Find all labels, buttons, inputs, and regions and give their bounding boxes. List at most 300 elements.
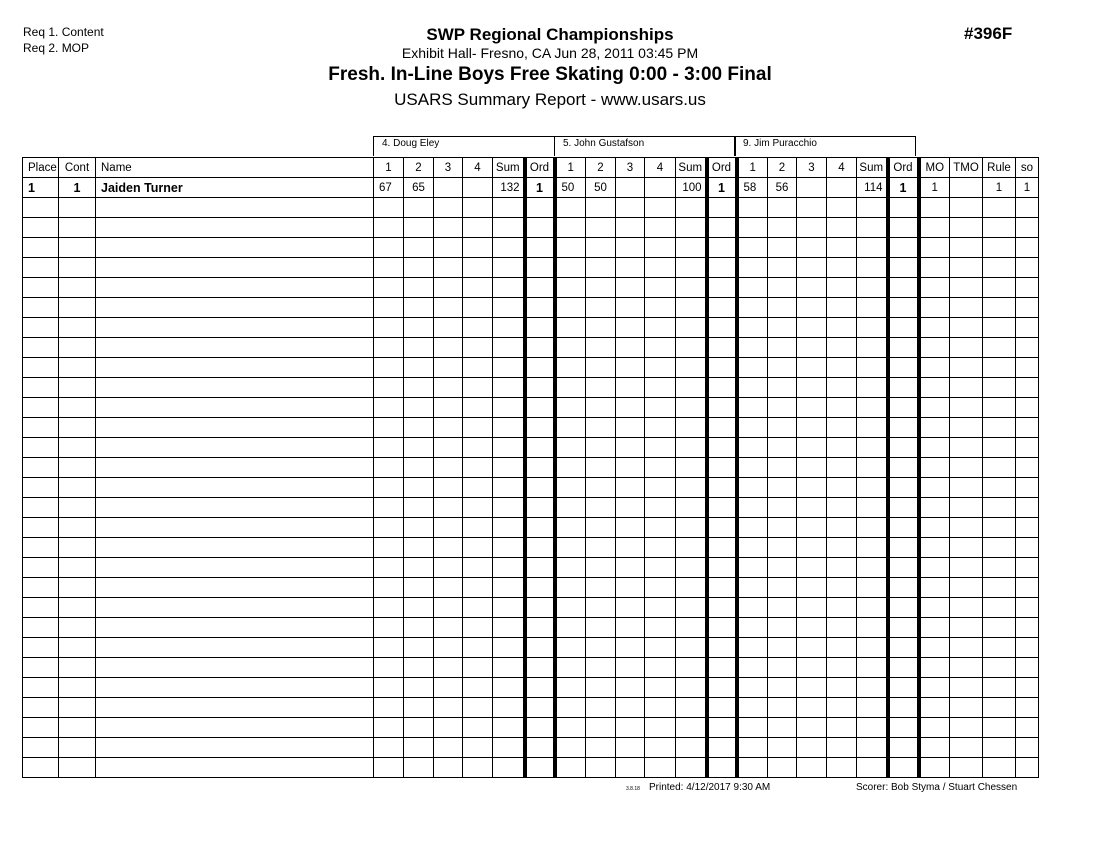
place-cell [23,258,59,278]
mo-cell [919,738,950,758]
mo-cell [919,718,950,738]
judge-3-sum-cell [857,698,888,718]
judge-1-header: 4. Doug Eley [373,136,555,156]
rule-cell [983,678,1016,698]
mo-cell [919,418,950,438]
cont-cell [59,678,96,698]
judge-3-ord-cell [888,338,919,358]
judge-1-score-1-cell [374,438,404,458]
place-cell [23,758,59,778]
judge-1-ord-cell [525,758,555,778]
judge-2-ord-cell [707,738,737,758]
table-row [23,678,1039,698]
judge-1-score-1-cell [374,318,404,338]
judge-2-sum-cell [676,338,707,358]
judge-2-sum-cell [676,238,707,258]
rule-cell [983,598,1016,618]
judge-2-score-3-cell [616,558,645,578]
tmo-cell [950,478,983,498]
judge-2-score-2-cell [586,558,616,578]
judge-3-ord-cell [888,618,919,638]
judge-3-score-3-cell [797,618,827,638]
judge-2-score-1-cell: 50 [555,178,586,198]
judge-1-sum-cell [493,438,525,458]
judge-1-ord-cell [525,438,555,458]
judge-2-score-1-cell [555,218,586,238]
judge-2-score-2-cell [586,698,616,718]
judge-2-score-2-cell [586,498,616,518]
skater-name-cell [96,438,374,458]
judge-2-sum-cell [676,498,707,518]
judge-3-sum-cell [857,758,888,778]
judge-3-score-3-cell [797,398,827,418]
mo-header: MO [919,158,950,178]
table-row [23,178,1039,198]
judge-3-score-1-header: 1 [737,158,768,178]
judge-2-ord-cell [707,678,737,698]
judge-1-score-1-cell [374,278,404,298]
cont-cell [59,198,96,218]
place-cell [23,338,59,358]
judge-1-ord-cell [525,278,555,298]
place-cell [23,318,59,338]
table-row [23,718,1039,738]
judge-1-ord-cell [525,518,555,538]
judge-1-sum-cell [493,718,525,738]
judge-2-score-1-cell [555,278,586,298]
judge-1-sum-cell [493,698,525,718]
judge-3-sum-cell [857,318,888,338]
judge-2-score-4-cell [645,478,676,498]
judge-1-score-4-cell [463,738,493,758]
skater-name-cell [96,278,374,298]
cont-cell [59,658,96,678]
judge-2-ord-cell [707,198,737,218]
judge-1-score-2-cell [404,358,434,378]
judge-1-score-1-cell: 67 [374,178,404,198]
judge-3-score-2-cell [768,218,797,238]
judge-1-score-2-cell [404,538,434,558]
judge-3-score-1-cell [737,338,768,358]
judge-1-score-3-cell [434,718,463,738]
judge-1-score-1-cell [374,398,404,418]
skater-name-cell [96,298,374,318]
judge-3-score-3-cell [797,178,827,198]
table-row [23,598,1039,618]
skater-name-cell [96,538,374,558]
so-cell [1016,438,1039,458]
judge-2-sum-cell [676,598,707,618]
judge-2-sum-cell [676,258,707,278]
so-cell [1016,558,1039,578]
table-row [23,258,1039,278]
mo-cell [919,518,950,538]
judge-2-score-4-cell [645,758,676,778]
cont-cell: 1 [59,178,96,198]
judge-3-score-4-cell [827,198,857,218]
judge-3-score-4-cell [827,658,857,678]
judge-1-score-3-cell [434,218,463,238]
judge-2-score-3-cell [616,578,645,598]
judge-1-sum-cell [493,518,525,538]
judge-1-score-2-cell [404,198,434,218]
judge-2-score-3-cell [616,258,645,278]
so-cell [1016,618,1039,638]
rule-cell [983,198,1016,218]
table-row [23,638,1039,658]
judge-3-score-4-cell [827,518,857,538]
judge-1-score-4-cell [463,298,493,318]
judge-1-ord-cell [525,318,555,338]
rule-cell [983,638,1016,658]
judge-3-score-1-cell [737,438,768,458]
judge-3-ord-cell [888,378,919,398]
judge-3-score-2-cell [768,758,797,778]
judge-3-score-2-cell [768,478,797,498]
judge-1-score-1-cell [374,258,404,278]
judge-1-score-3-cell [434,578,463,598]
judge-3-score-3-cell [797,258,827,278]
judge-3-ord-cell [888,678,919,698]
judge-3-score-3-cell [797,478,827,498]
mo-cell [919,638,950,658]
skater-name-cell [96,358,374,378]
place-cell [23,638,59,658]
cont-cell [59,458,96,478]
judge-2-score-1-cell [555,618,586,638]
judge-3-score-4-cell [827,618,857,638]
judge-3-score-3-cell [797,218,827,238]
table-row [23,478,1039,498]
place-cell [23,598,59,618]
judge-2-ord-cell [707,718,737,738]
judge-1-score-1-cell [374,558,404,578]
tmo-cell [950,638,983,658]
judge-3-sum-cell [857,218,888,238]
tmo-cell [950,278,983,298]
judge-1-ord-cell [525,698,555,718]
judge-3-score-3-cell [797,538,827,558]
judge-1-score-3-cell [434,638,463,658]
judge-1-ord-cell [525,458,555,478]
judge-1-ord-cell [525,718,555,738]
scorer-names: Scorer: Bob Styma / Stuart Chessen [856,782,1018,793]
so-cell [1016,398,1039,418]
judge-1-ord-cell [525,558,555,578]
table-row [23,538,1039,558]
judge-2-ord-cell [707,558,737,578]
judge-1-ord-cell [525,678,555,698]
judge-2-score-1-cell [555,538,586,558]
judge-1-sum-cell [493,758,525,778]
judge-2-ord-cell [707,498,737,518]
judge-3-score-1-cell [737,518,768,538]
judge-3-ord-cell [888,278,919,298]
cont-cell [59,258,96,278]
judge-3-score-4-cell [827,458,857,478]
judge-3-ord-cell [888,438,919,458]
cont-cell [59,338,96,358]
judge-1-score-4-cell [463,558,493,578]
judge-2-score-2-cell [586,218,616,238]
place-cell [23,198,59,218]
place-cell [23,518,59,538]
judge-2-score-4-cell [645,258,676,278]
judge-2-score-2-cell [586,398,616,418]
rule-cell [983,518,1016,538]
judge-1-score-3-cell [434,478,463,498]
judge-3-score-2-cell [768,538,797,558]
so-cell [1016,358,1039,378]
judge-1-sum-cell [493,358,525,378]
judge-1-score-4-cell [463,378,493,398]
judge-1-score-1-cell [374,478,404,498]
judge-1-score-2-cell [404,278,434,298]
table-row [23,238,1039,258]
judge-1-score-3-cell [434,558,463,578]
judge-2-score-1-cell [555,498,586,518]
judge-1-score-3-cell [434,198,463,218]
judge-1-score-2-cell [404,598,434,618]
judge-1-ord-cell [525,478,555,498]
judge-3-score-2-cell [768,718,797,738]
so-cell [1016,738,1039,758]
judge-3-ord-cell [888,558,919,578]
judge-1-score-4-cell [463,198,493,218]
place-cell [23,218,59,238]
judge-3-score-3-cell [797,698,827,718]
judge-3-sum-cell [857,298,888,318]
judge-2-ord-cell: 1 [707,178,737,198]
judge-1-score-1-cell [374,598,404,618]
judge-3-score-2-cell: 56 [768,178,797,198]
judge-1-ord-cell [525,498,555,518]
judge-1-score-4-cell [463,678,493,698]
judge-3-score-3-header: 3 [797,158,827,178]
judge-3-sum-cell [857,598,888,618]
place-cell [23,278,59,298]
cont-cell [59,518,96,538]
tmo-cell [950,698,983,718]
judge-3-sum-cell [857,438,888,458]
judge-1-ord-cell [525,638,555,658]
skater-name-cell [96,318,374,338]
skater-name-cell [96,598,374,618]
judge-2-score-1-cell [555,338,586,358]
judge-1-score-2-cell [404,418,434,438]
mo-cell [919,358,950,378]
judge-1-sum-cell [493,618,525,638]
judge-2-sum-cell [676,318,707,338]
rule-cell [983,278,1016,298]
table-row [23,218,1039,238]
judge-3-score-4-cell [827,678,857,698]
judge-3-sum-cell [857,658,888,678]
so-cell [1016,298,1039,318]
rule-cell [983,298,1016,318]
judge-3-ord-cell [888,738,919,758]
tmo-cell [950,238,983,258]
skater-name-cell [96,478,374,498]
judge-1-score-3-cell [434,358,463,378]
judge-1-sum-cell [493,638,525,658]
judge-1-ord-cell [525,418,555,438]
tmo-cell [950,198,983,218]
judge-1-score-1-cell [374,358,404,378]
judge-3-ord-cell [888,218,919,238]
cont-cell [59,238,96,258]
judge-2-score-3-cell [616,378,645,398]
judge-1-ord-cell [525,298,555,318]
so-cell [1016,218,1039,238]
judge-3-sum-cell [857,558,888,578]
judge-1-score-4-cell [463,218,493,238]
judge-2-ord-cell [707,418,737,438]
cont-cell [59,638,96,658]
judge-2-score-3-cell [616,758,645,778]
judge-2-sum-cell [676,638,707,658]
judge-3-score-4-cell [827,578,857,598]
cont-cell [59,578,96,598]
judge-1-score-4-cell [463,318,493,338]
judge-2-score-1-cell [555,518,586,538]
judge-1-score-3-cell [434,678,463,698]
so-cell [1016,238,1039,258]
rule-cell [983,418,1016,438]
judge-3-score-4-header: 4 [827,158,857,178]
judge-2-score-4-cell [645,638,676,658]
judge-1-score-1-cell [374,498,404,518]
judge-3-score-2-cell [768,458,797,478]
judge-3-score-1-cell [737,558,768,578]
judge-1-score-4-cell [463,658,493,678]
table-row [23,518,1039,538]
place-cell [23,718,59,738]
judge-3-ord-cell: 1 [888,178,919,198]
rule-cell [983,258,1016,278]
place-cell [23,698,59,718]
judge-1-score-2-cell [404,498,434,518]
table-row [23,658,1039,678]
judge-2-score-4-cell [645,458,676,478]
cont-cell [59,558,96,578]
judge-3-score-3-cell [797,378,827,398]
rule-cell [983,498,1016,518]
skater-name-cell [96,558,374,578]
judge-3-score-1-cell [737,638,768,658]
judge-3-score-1-cell [737,658,768,678]
table-row [23,358,1039,378]
judge-3-score-2-cell [768,298,797,318]
cont-header: Cont [59,158,96,178]
rule-cell [983,698,1016,718]
tmo-cell [950,178,983,198]
judge-2-score-3-cell [616,598,645,618]
judge-3-sum-cell [857,718,888,738]
judge-2-score-1-cell [555,198,586,218]
place-cell [23,678,59,698]
judge-2-score-3-cell [616,698,645,718]
judge-2-ord-cell [707,338,737,358]
name-header: Name [96,158,374,178]
judge-3-score-3-cell [797,498,827,518]
cont-cell [59,738,96,758]
judge-3-ord-cell [888,298,919,318]
judge-3-ord-cell [888,718,919,738]
skater-name-cell [96,398,374,418]
judge-3-score-4-cell [827,278,857,298]
mo-cell [919,458,950,478]
judge-3-score-3-cell [797,358,827,378]
mo-cell [919,598,950,618]
cont-cell [59,318,96,338]
judge-1-ord-cell [525,238,555,258]
judge-2-score-2-cell: 50 [586,178,616,198]
cont-cell [59,358,96,378]
judge-3-ord-cell [888,398,919,418]
judge-2-score-2-cell [586,578,616,598]
judge-2-score-3-cell [616,298,645,318]
judge-3-sum-cell [857,638,888,658]
judge-2-ord-cell [707,238,737,258]
rule-cell [983,218,1016,238]
judge-1-score-2-cell [404,318,434,338]
tmo-cell [950,738,983,758]
judge-2-score-3-cell [616,718,645,738]
judge-3-score-4-cell [827,438,857,458]
tmo-cell [950,438,983,458]
judge-1-score-3-cell [434,418,463,438]
judge-2-sum-cell [676,558,707,578]
so-cell [1016,658,1039,678]
judge-3-score-1-cell [737,238,768,258]
judge-2-ord-cell [707,258,737,278]
judge-3-score-3-cell [797,418,827,438]
mo-cell [919,678,950,698]
judge-2-score-3-cell [616,658,645,678]
judge-2-score-3-cell [616,358,645,378]
judge-2-score-3-cell [616,318,645,338]
judge-1-score-3-cell [434,298,463,318]
event-title: SWP Regional Championships [426,25,674,44]
tmo-cell [950,538,983,558]
judge-2-score-3-cell [616,638,645,658]
judge-1-score-4-cell [463,518,493,538]
judge-3-score-3-cell [797,738,827,758]
cont-cell [59,478,96,498]
judge-2-score-2-cell [586,478,616,498]
tmo-cell [950,578,983,598]
skater-name-cell: Jaiden Turner [96,178,374,198]
tmo-cell [950,318,983,338]
judge-1-score-4-cell [463,458,493,478]
judge-1-score-3-cell [434,658,463,678]
judge-2-score-2-cell [586,318,616,338]
judge-3-score-4-cell [827,358,857,378]
mo-cell [919,218,950,238]
judge-2-ord-cell [707,578,737,598]
skater-name-cell [96,738,374,758]
table-row [23,338,1039,358]
judge-1-ord-cell [525,598,555,618]
skater-name-cell [96,658,374,678]
judge-1-score-2-header: 2 [404,158,434,178]
skater-name-cell [96,498,374,518]
place-cell [23,578,59,598]
judge-2-score-4-cell [645,538,676,558]
judge-1-score-1-cell [374,638,404,658]
judge-2-score-1-cell [555,558,586,578]
